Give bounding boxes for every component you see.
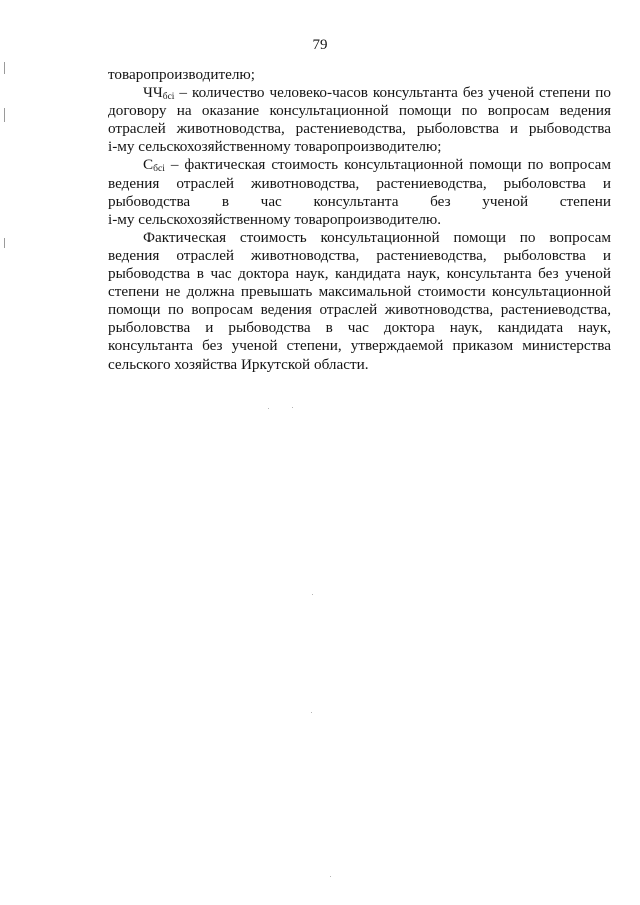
text-line: i-му сельскохозяйственному товаропроизводителю; [108, 138, 442, 156]
paragraph-continuation [108, 66, 611, 84]
text-line: ведения отраслей животноводства, растениеводства, рыболовства и [108, 246, 611, 264]
text-line [108, 84, 611, 102]
text-line: ведения отраслей животноводства, растениеводства, рыболовства и [108, 174, 611, 192]
text-line: степени не должна превышать максимальной стоимости консультационной [108, 283, 611, 301]
text-line: рыбоводства в час консультанта без ученой степени [108, 192, 611, 210]
text-line: рыбоводства в час доктора наук, кандидата наук, консультанта без ученой [108, 265, 611, 283]
scan-speck [330, 876, 331, 877]
text-line [108, 156, 611, 174]
page-number: 79 [312, 37, 328, 53]
variable-symbol: С [143, 156, 154, 174]
text-line: товаропроизводителю; [108, 66, 255, 83]
text-line: договору на оказание консультационной помощи по вопросам ведения [108, 102, 611, 120]
scan-edge-mark [4, 238, 5, 248]
text-line: помощи по вопросам ведения отраслей животноводства, растениеводства, [108, 301, 611, 319]
paragraph-c-definition [108, 156, 611, 228]
text-line: i-му сельскохозяйственному товаропроизводителю. [108, 210, 442, 228]
text-line: отраслей животноводства, растениеводства, рыболовства и рыбоводства [108, 120, 611, 138]
scan-speck [312, 594, 313, 595]
paragraph-chch-definition [108, 84, 611, 156]
paragraph-actual-cost [108, 229, 611, 374]
scan-speck [311, 712, 312, 713]
definition-text: – количество человеко-часов консультанта без ученой степени по [174, 84, 611, 102]
variable-subscript: бсi [162, 92, 175, 103]
scan-speck [292, 407, 293, 408]
scan-edge-mark [4, 62, 5, 74]
text-line: Фактическая стоимость консультационной помощи по вопросам [143, 228, 611, 246]
text-line: рыболовства и рыбоводства в час доктора наук, кандидата наук, [108, 319, 611, 337]
document-body [108, 66, 611, 374]
variable-subscript: бсi [153, 164, 165, 175]
text-line: сельского хозяйства Иркутской области. [108, 355, 369, 373]
scan-edge-mark [4, 108, 5, 122]
definition-text: – фактическая стоимость консультационной помощи по вопросам [164, 156, 611, 174]
variable-symbol: ЧЧ [143, 84, 163, 102]
text-line: консультанта без ученой степени, утверждаемой приказом министерства [108, 337, 611, 355]
scan-speck [268, 408, 269, 409]
